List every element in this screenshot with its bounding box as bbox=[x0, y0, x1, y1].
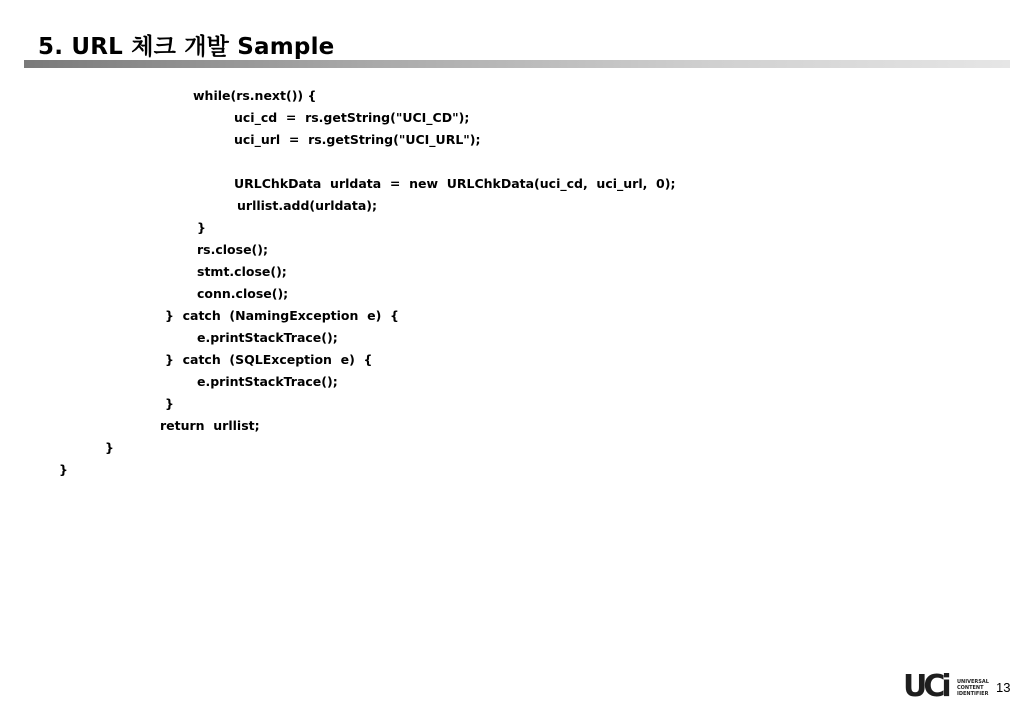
logo-mark: UCi bbox=[903, 669, 948, 704]
code-line: } bbox=[59, 462, 68, 477]
code-line: conn.close(); bbox=[197, 286, 289, 301]
code-line: URLChkData urldata = new URLChkData(uci_cd, uci_url, 0); bbox=[234, 176, 676, 191]
code-line: rs.close(); bbox=[197, 242, 268, 257]
title-underline bbox=[24, 60, 1010, 68]
slide-title: 5. URL 체크 개발 Sample bbox=[38, 34, 335, 60]
code-line: e.printStackTrace(); bbox=[197, 374, 338, 389]
code-line: stmt.close(); bbox=[197, 264, 287, 279]
page-number: 13 bbox=[996, 680, 1011, 695]
code-line: } catch (SQLException e) { bbox=[165, 352, 373, 367]
logo-line-1: UNIVERSAL bbox=[957, 679, 989, 685]
code-line: uci_url = rs.getString("UCI_URL"); bbox=[234, 132, 481, 147]
logo-line-2: CONTENT bbox=[957, 685, 984, 691]
code-line: urllist.add(urldata); bbox=[237, 198, 377, 213]
code-line: return urllist; bbox=[160, 418, 260, 433]
code-line: } bbox=[165, 396, 174, 411]
code-line: } catch (NamingException e) { bbox=[165, 308, 399, 323]
logo-line-3: IDENTIFIER bbox=[957, 691, 989, 697]
logo-wordmark bbox=[957, 679, 989, 697]
code-line: uci_cd = rs.getString("UCI_CD"); bbox=[234, 110, 470, 125]
code-line: } bbox=[197, 220, 206, 235]
code-line: while(rs.next()) { bbox=[193, 88, 317, 103]
code-line: } bbox=[105, 440, 114, 455]
code-line: e.printStackTrace(); bbox=[197, 330, 338, 345]
uci-logo bbox=[903, 671, 989, 703]
